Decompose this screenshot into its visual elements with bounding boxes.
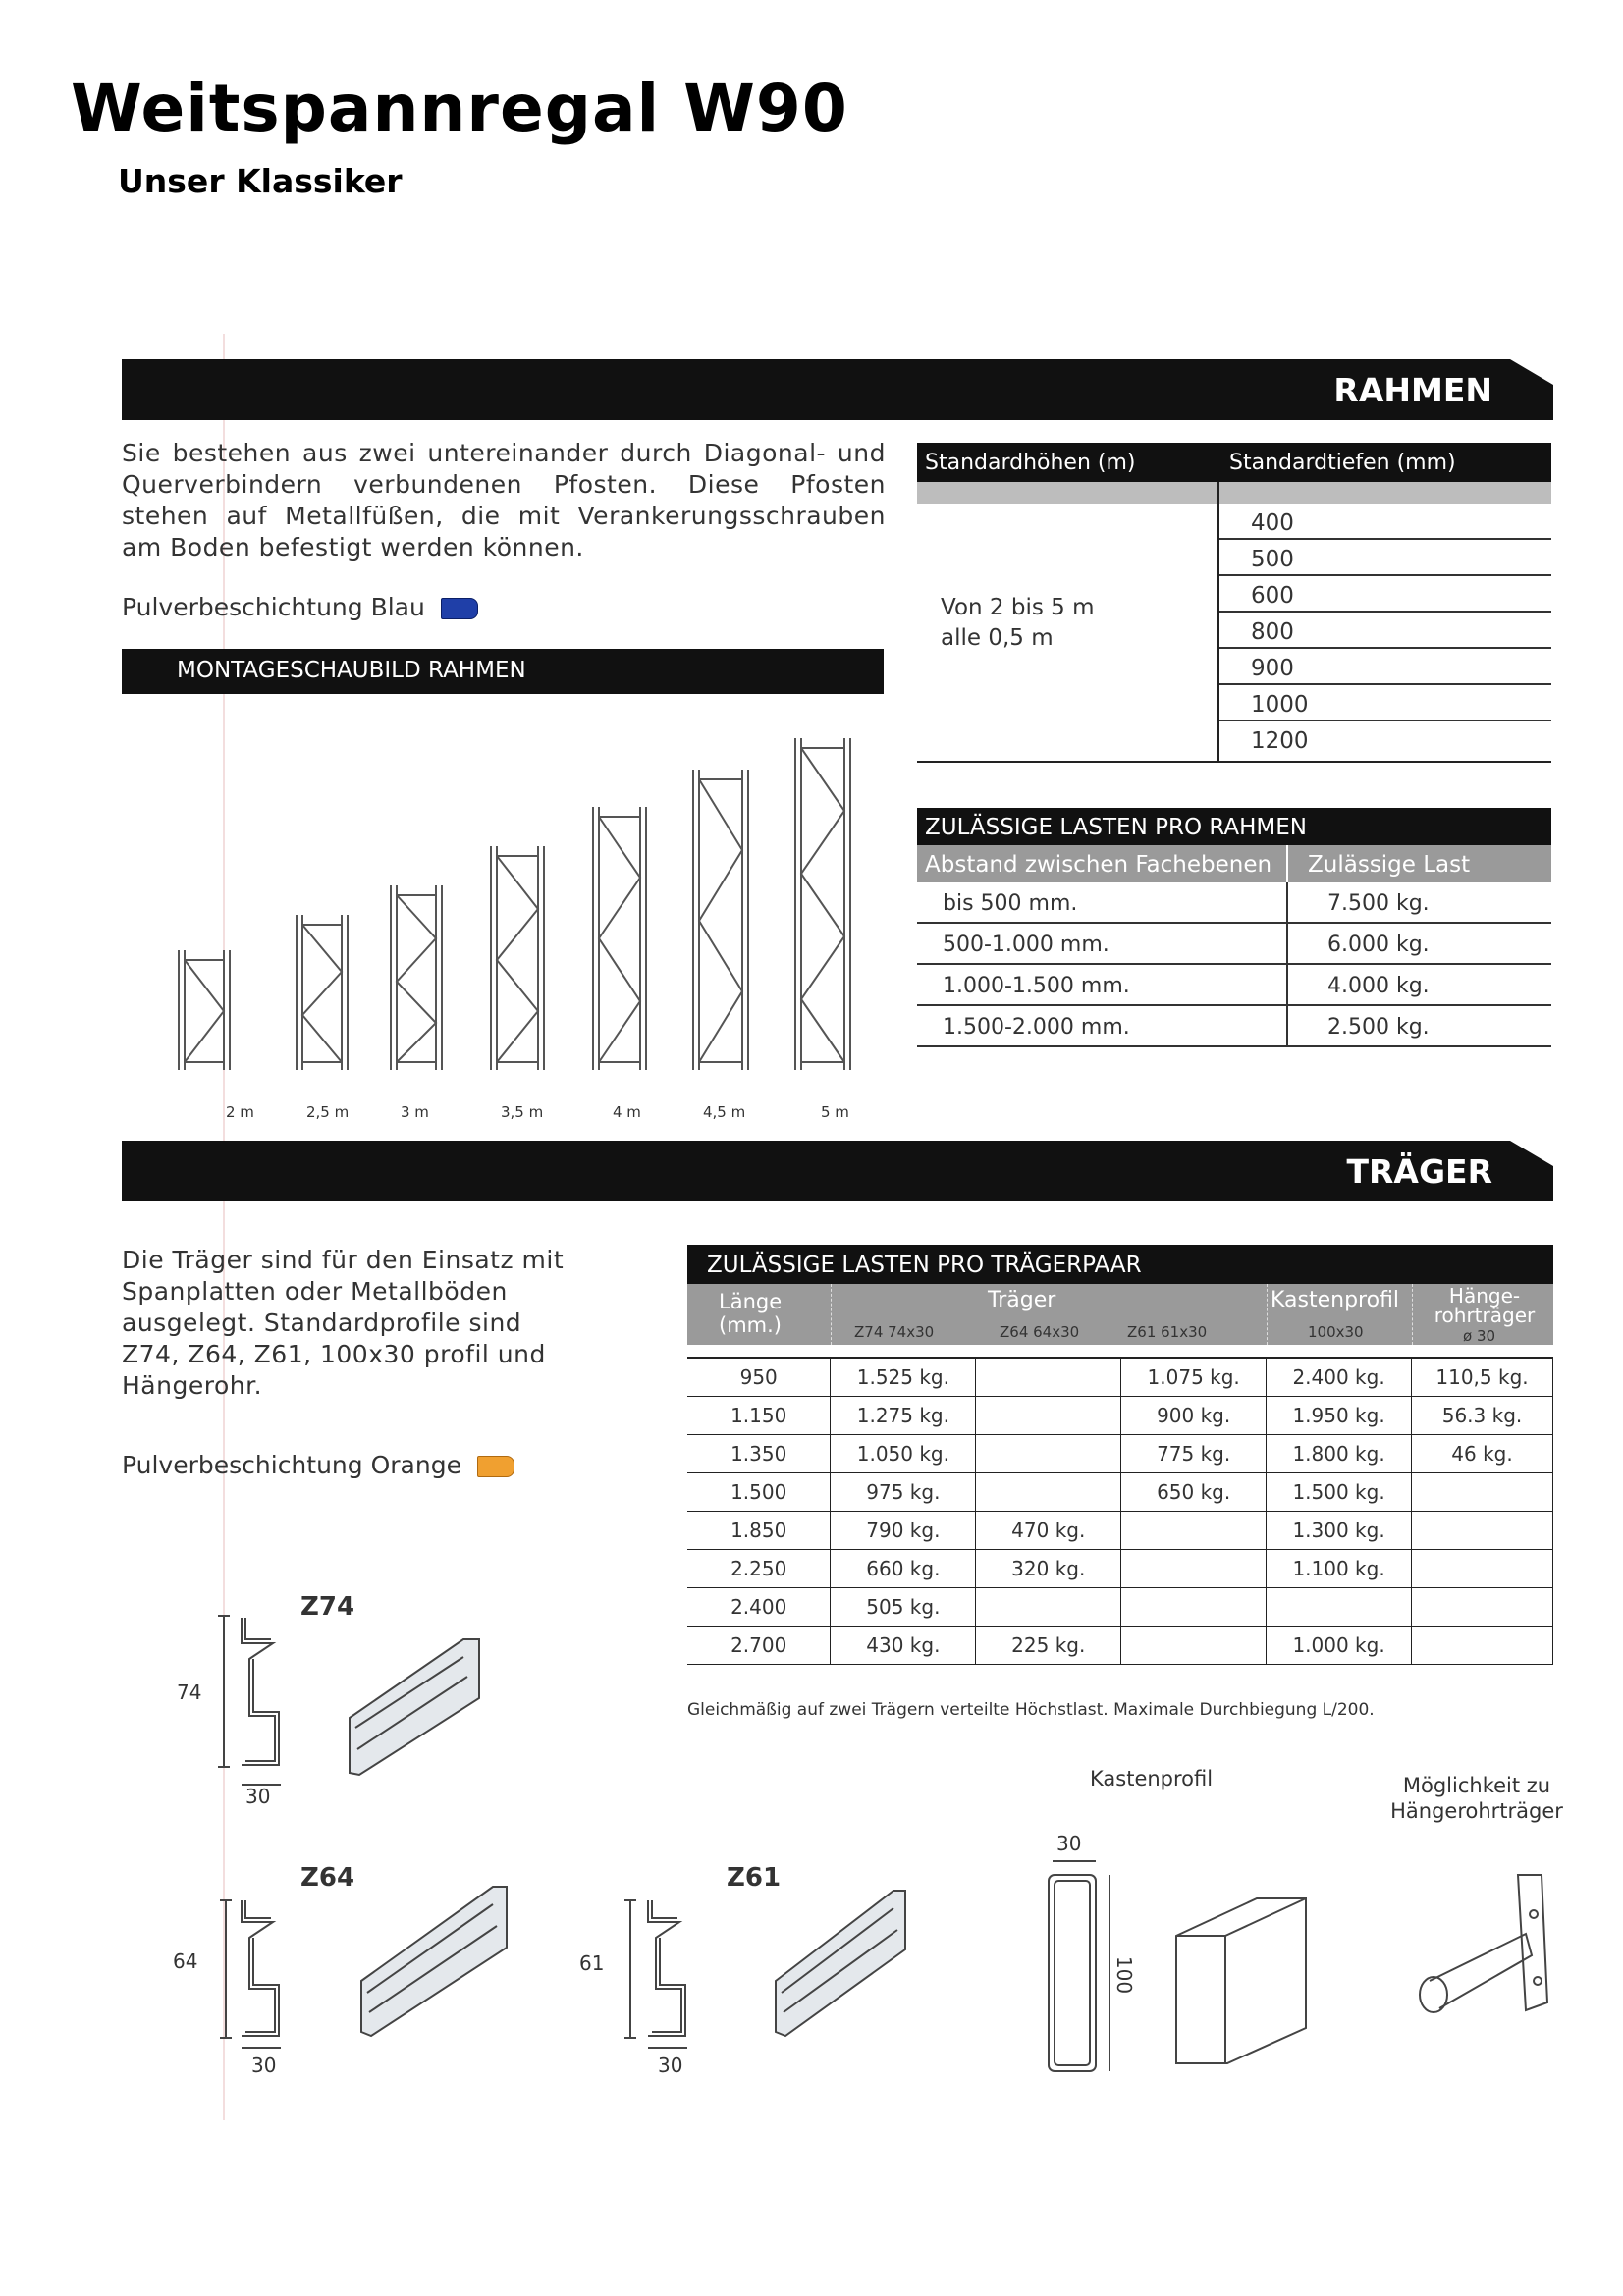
table-row: 1.500-2.000 mm. 2.500 kg. <box>917 1006 1551 1047</box>
rahmen-coating <box>122 593 478 621</box>
depth-row: 600 <box>1219 576 1551 613</box>
h-z74: Z74 74x30 <box>854 1323 935 1341</box>
z74-label: Z74 <box>300 1592 355 1622</box>
traeger-coating <box>122 1451 514 1479</box>
traeger-load-table <box>687 1357 1553 1665</box>
frame-3-5m <box>491 846 544 1070</box>
kasten-label: Kastenprofil <box>1090 1767 1214 1790</box>
kasten-profile-icon <box>1031 1855 1316 2081</box>
traeger-load-title-bar <box>687 1245 1553 1284</box>
depth-row: 900 <box>1219 649 1551 685</box>
table-footnote: Gleichmäßig auf zwei Trägern verteilte Höchstlast. Maximale Durchbiegung L/200. <box>687 1700 1375 1720</box>
z74-width: 30 <box>245 1785 271 1808</box>
table-row: 1.150 1.275 kg. 900 kg. 1.950 kg. 56.3 kg. <box>687 1397 1553 1435</box>
std-depths-list <box>1219 504 1551 756</box>
z74-profile-icon <box>202 1600 487 1796</box>
frame-2-5m <box>297 915 348 1070</box>
std-heights-line2: alle 0,5 m <box>941 625 1054 651</box>
frame-label-2-5m: 2,5 m <box>306 1103 350 1121</box>
frame-label-3-5m: 3,5 m <box>501 1103 544 1121</box>
std-heights-header: Standardhöhen (m) <box>925 451 1136 475</box>
z64-width: 30 <box>251 2054 277 2077</box>
depth-row: 800 <box>1219 613 1551 649</box>
table-row: 1.500 975 kg. 650 kg. 1.500 kg. <box>687 1473 1553 1512</box>
traeger-band-label: TRÄGER <box>1346 1152 1492 1191</box>
table-row: 2.400 505 kg. <box>687 1588 1553 1627</box>
z64-profile-icon <box>202 1871 516 2057</box>
frame-2m <box>179 950 230 1070</box>
assembly-title-bar <box>122 649 884 694</box>
std-depths-header: Standardtiefen (mm) <box>1229 451 1456 475</box>
table-row: 2.250 660 kg. 320 kg. 1.100 kg. <box>687 1550 1553 1588</box>
frame-5m <box>795 738 850 1070</box>
frame-4-5m <box>693 770 748 1070</box>
frame-label-3m: 3 m <box>401 1103 429 1121</box>
h-haenge-sub: ø 30 <box>1463 1327 1496 1345</box>
z61-width: 30 <box>658 2054 683 2077</box>
h-kasten-sub: 100x30 <box>1308 1323 1364 1341</box>
frame-4m <box>593 807 646 1070</box>
z61-label: Z61 <box>727 1863 782 1893</box>
traeger-section-band <box>122 1141 1553 1201</box>
table-row: 2.700 430 kg. 225 kg. 1.000 kg. <box>687 1627 1553 1665</box>
z61-height: 61 <box>579 1951 605 1975</box>
orange-swatch-icon <box>477 1456 514 1477</box>
z64-height: 64 <box>173 1949 198 1973</box>
traeger-load-title: ZULÄSSIGE LASTEN PRO TRÄGERPAAR <box>707 1253 1142 1278</box>
rahmen-load-rows <box>917 882 1551 1047</box>
table-row: 500-1.000 mm. 6.000 kg. <box>917 924 1551 965</box>
table-row: bis 500 mm. 7.500 kg. <box>917 882 1551 924</box>
std-heights-cell <box>941 593 1095 654</box>
frame-label-2m: 2 m <box>226 1103 254 1121</box>
std-table-bottom <box>917 761 1551 763</box>
rahmen-band-label: RAHMEN <box>1333 371 1492 409</box>
col-distance-header: Abstand zwischen Fachebenen <box>925 852 1272 878</box>
depth-row: 1200 <box>1251 728 1309 754</box>
assembly-title: MONTAGESCHAUBILD RAHMEN <box>177 658 526 683</box>
z64-label: Z64 <box>300 1863 355 1893</box>
table-row: 1.000-1.500 mm. 4.000 kg. <box>917 965 1551 1006</box>
kasten-width: 30 <box>1056 1832 1082 1855</box>
h-z64: Z64 64x30 <box>1000 1323 1080 1341</box>
traeger-coating-label: Pulverbeschichtung Orange <box>122 1451 461 1479</box>
std-table-header <box>917 443 1551 482</box>
depth-row: 400 <box>1219 504 1551 540</box>
depth-row: 1000 <box>1219 685 1551 721</box>
frame-diagrams <box>167 717 893 1090</box>
rahmen-load-title: ZULÄSSIGE LASTEN PRO RAHMEN <box>925 815 1308 840</box>
frame-label-4m: 4 m <box>613 1103 641 1121</box>
h-traeger: Träger <box>988 1288 1056 1312</box>
z74-height: 74 <box>177 1681 202 1704</box>
page-subtitle: Unser Klassiker <box>118 162 403 200</box>
rahmen-band-tab <box>1510 359 1553 385</box>
z61-profile-icon <box>609 1871 923 2057</box>
page-title: Weitspannregal W90 <box>71 71 848 146</box>
haenge-label: Möglichkeit zu Hängerohrträger <box>1390 1774 1563 1823</box>
frame-3m <box>391 885 442 1070</box>
traeger-description: Die Träger sind für den Einsatz mit Spanplatten oder Metallböden ausgelegt. Standardprofile sind Z74, Z64, Z61, 100x30 profil und Hängerohr. <box>122 1246 565 1400</box>
traeger-band-tab <box>1510 1141 1553 1166</box>
table-row: 1.350 1.050 kg. 775 kg. 1.800 kg. 46 kg. <box>687 1435 1553 1473</box>
h-z61: Z61 61x30 <box>1127 1323 1208 1341</box>
rahmen-load-title-bar <box>917 808 1551 845</box>
frame-label-5m: 5 m <box>821 1103 849 1121</box>
table-row: 1.850 790 kg. 470 kg. 1.300 kg. <box>687 1512 1553 1550</box>
traeger-load-col-header <box>687 1284 1553 1345</box>
std-heights-line1: Von 2 bis 5 m <box>941 595 1095 620</box>
h-haenge: Hänge-rohrträger <box>1434 1284 1536 1327</box>
std-table-stripe <box>917 482 1551 504</box>
rahmen-section-band <box>122 359 1553 420</box>
h-kasten: Kastenprofil <box>1271 1288 1400 1312</box>
blue-swatch-icon <box>441 598 478 619</box>
rahmen-coating-label: Pulverbeschichtung Blau <box>122 593 425 621</box>
rahmen-load-col-header <box>917 845 1551 882</box>
frame-label-4-5m: 4,5 m <box>703 1103 746 1121</box>
table-row: 950 1.525 kg. 1.075 kg. 2.400 kg. 110,5 kg. <box>687 1358 1553 1397</box>
haenge-profile-icon <box>1404 1865 1581 2061</box>
col-load-header: Zulässige Last <box>1308 852 1471 878</box>
kasten-height: 100 <box>1112 1955 1137 1995</box>
h-length: Länge (mm.) <box>719 1290 783 1337</box>
depth-row: 500 <box>1219 540 1551 576</box>
rahmen-description: Sie bestehen aus zwei untereinander durch Diagonal- und Querverbindern verbundenen Pfosten. Diese Pfosten stehen auf Metallfüßen, die mit Verankerungsschrauben am Boden befestigt werden können. <box>122 439 886 561</box>
